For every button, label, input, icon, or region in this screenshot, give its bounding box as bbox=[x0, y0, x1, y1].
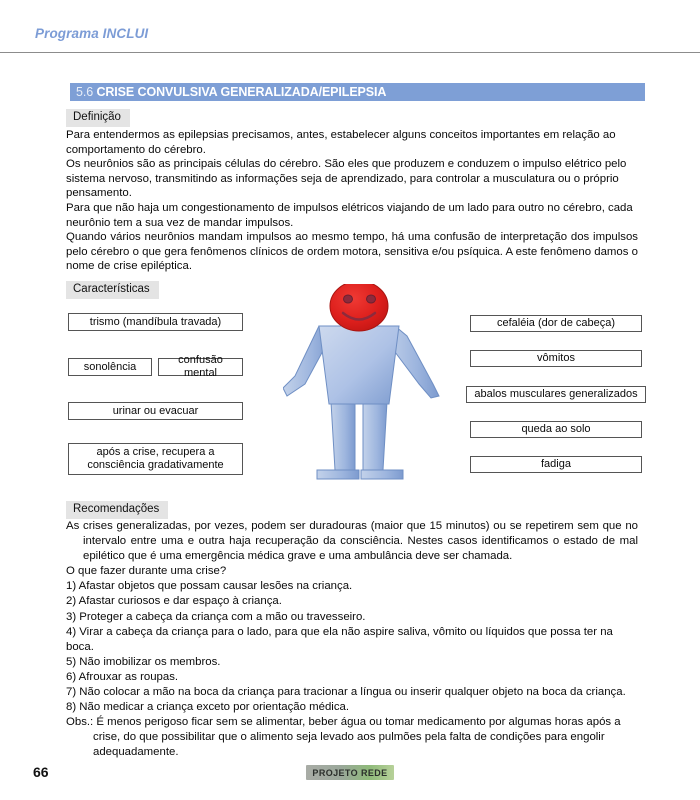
characteristic-box-trismo: trismo (mandíbula travada) bbox=[68, 313, 243, 331]
recommendation-item-8: 8) Não medicar a criança exceto por orientação médica. bbox=[66, 701, 350, 714]
section-banner bbox=[70, 83, 645, 101]
characteristic-box-vomitos: vômitos bbox=[470, 350, 642, 367]
section-number: 5.6 bbox=[76, 85, 97, 99]
subhead-recomendacoes: Recomendações bbox=[66, 501, 168, 519]
characteristic-box-queda-ao-solo: queda ao solo bbox=[470, 421, 642, 438]
definition-paragraph-2: Os neurônios são as principais células do cérebro. São eles que produzem e conduzem o impulso elétrico pelo sistema nervoso, transmitindo as informações seja de aprendizado, para controlar a musculatura ou o próprio pensamento. bbox=[66, 158, 627, 200]
definition-paragraph-4: Quando vários neurônios mandam impulsos ao mesmo tempo, há uma confusão de interpretação dos impulsos pelo cérebro o que gera fenômenos clínicos de ordem motora, sensitiva e/ou psíquica. A este fenômeno damos o nome de crise epiléptica. bbox=[66, 231, 638, 273]
definition-paragraph-1: Para entendermos as epilepsias precisamos, antes, estabelecer alguns conceitos importantes em relação ao comportamento do cérebro. bbox=[66, 129, 616, 156]
characteristic-box-confusao-mental: confusão mental bbox=[158, 358, 243, 376]
characteristic-box-cefaleia: cefaléia (dor de cabeça) bbox=[470, 315, 642, 332]
person-left-foot bbox=[317, 470, 359, 479]
characteristic-box-fadiga: fadiga bbox=[470, 456, 642, 473]
recommendation-item-1: 1) Afastar objetos que possam causar lesões na criança. bbox=[66, 580, 353, 593]
recommendation-item-3: 3) Proteger a cabeça da criança com a mão ou travesseiro. bbox=[66, 610, 366, 623]
person-left-eye bbox=[344, 295, 353, 303]
projeto-rede-logo bbox=[306, 765, 394, 780]
characteristic-box-urinar-evacuar: urinar ou evacuar bbox=[68, 402, 243, 420]
recommendations-intro: As crises generalizadas, por vezes, podem ser duradouras (maior que 15 minutos) ou se repetirem sem que no intervalo entre uma e outra haja recuperação da consciência. Nestes casos identificamos o estado de mal epilético que é uma emergência médica grave e uma ambulância deve ser chamada. bbox=[66, 520, 638, 563]
subhead-caracteristicas: Características bbox=[66, 281, 159, 299]
characteristic-box-recupera-consciencia: após a crise, recupera a consciência gradativamente bbox=[68, 443, 243, 475]
recommendation-item-6: 6) Afrouxar as roupas. bbox=[66, 670, 179, 683]
recommendation-item-2: 2) Afastar curiosos e dar espaço à criança. bbox=[66, 595, 282, 608]
page-number: 66 bbox=[33, 764, 49, 780]
definition-paragraph-3: Para que não haja um congestionamento de impulsos elétricos viajando de um lado para outro no cérebro, cada neurônio tem a sua vez de mandar impulsos. bbox=[66, 201, 633, 229]
recommendation-item-7: 7) Não colocar a mão na boca da criança para tracionar a língua ou inserir qualquer objeto na boca da criança. bbox=[66, 686, 626, 699]
person-torso bbox=[319, 326, 399, 404]
header-divider bbox=[0, 52, 700, 53]
recommendation-item-5: 5) Não imobilizar os membros. bbox=[66, 655, 221, 668]
recommendations-question: O que fazer durante uma crise? bbox=[66, 565, 227, 578]
running-head: Programa INCLUI bbox=[35, 26, 149, 41]
subhead-definicao: Definição bbox=[66, 109, 130, 127]
person-left-leg bbox=[331, 402, 355, 470]
characteristic-box-sonolencia: sonolência bbox=[68, 358, 152, 376]
person-head bbox=[330, 284, 388, 331]
characteristic-box-abalos-musculares: abalos musculares generalizados bbox=[466, 386, 646, 403]
recommendations-note: Obs.: É menos perigoso ficar sem se alimentar, beber água ou tomar medicamento por algumas horas após a crise, do que possibilitar que o alimento seja levado aos pulmões pela falta de condições para engolir adequadamente. bbox=[66, 716, 621, 759]
person-right-eye bbox=[367, 295, 376, 303]
person-right-leg bbox=[363, 402, 387, 470]
definition-body bbox=[66, 128, 638, 274]
recommendations-body bbox=[66, 519, 638, 761]
projeto-rede-logo-text: PROJETO REDE bbox=[312, 767, 388, 778]
person-right-foot bbox=[361, 470, 403, 479]
person-figure-illustration bbox=[283, 284, 443, 484]
section-title: CRISE CONVULSIVA GENERALIZADA/EPILEPSIA bbox=[96, 85, 387, 99]
recommendation-item-4: 4) Virar a cabeça da criança para o lado, para que ela não aspire saliva, vômito ou líquidos que possa ter na boca. bbox=[66, 625, 613, 653]
